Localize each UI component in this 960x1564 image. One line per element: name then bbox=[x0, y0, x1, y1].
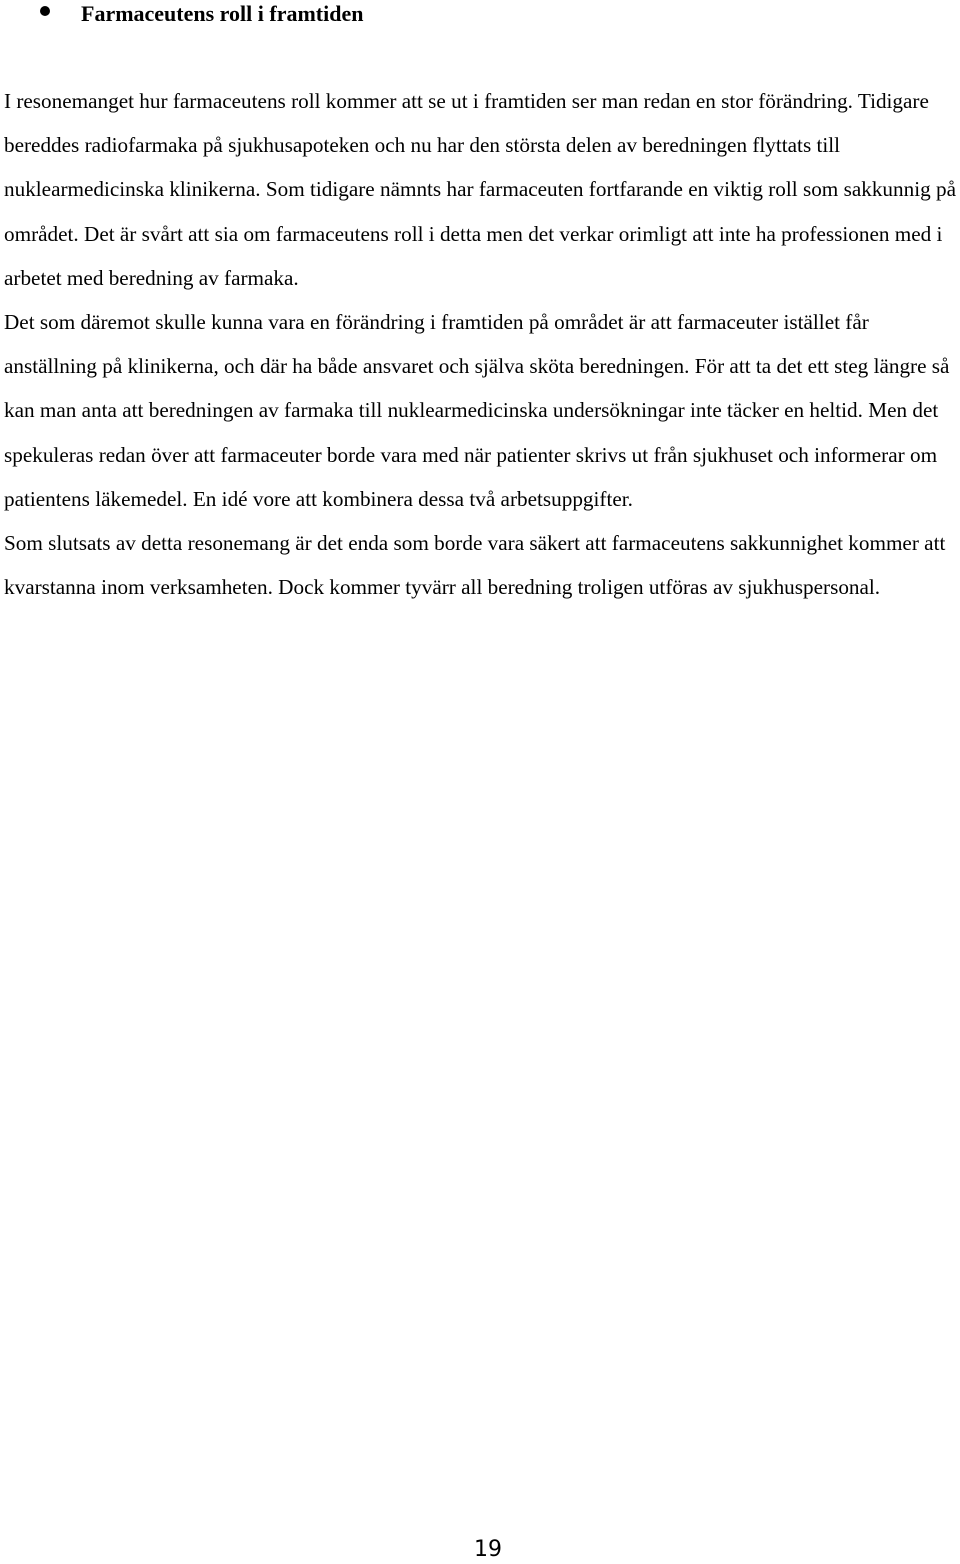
paragraph: I resonemanget hur farmaceutens roll kommer att se ut i framtiden ser man redan en stor förändring. Tidigare bereddes radiofarmaka på sjukhusapoteken och nu har den största delen av beredningen flyttats till nuklearmedicinska klinikerna. Som tidigare nämnts har farmaceuten fortfarande en viktig roll som sakkunnig på området. Det är svårt att sia om farmaceutens roll i detta men det verkar orimligt att inte ha professionen med i arbetet med beredning av farmaka. bbox=[4, 89, 956, 290]
paragraph: Det som däremot skulle kunna vara en förändring i framtiden på området är att farmaceuter istället får anställning på klinikerna, och där ha både ansvaret och själva sköta beredningen. För att ta det ett steg längre så kan man anta att beredningen av farmaka till nuklearmedicinska undersökningar inte täcker en heltid. Men det spekuleras redan över att farmaceuter borde vara med när patienter skrivs ut från sjukhuset och informerar om patientens läkemedel. En idé vore att kombinera dessa två arbetsuppgifter. bbox=[4, 310, 950, 511]
body-text bbox=[4, 79, 958, 609]
paragraph: Som slutsats av detta resonemang är det enda som borde vara säkert att farmaceutens sakkunnighet kommer att kvarstanna inom verksamheten. Dock kommer tyvärr all beredning troligen utföras av sjukhuspersonal. bbox=[4, 531, 946, 600]
bullet-icon bbox=[40, 6, 50, 16]
section-heading: Farmaceutens roll i framtiden bbox=[81, 1, 364, 26]
section-heading-item bbox=[0, 0, 960, 28]
page-number: 19 bbox=[474, 1537, 502, 1562]
